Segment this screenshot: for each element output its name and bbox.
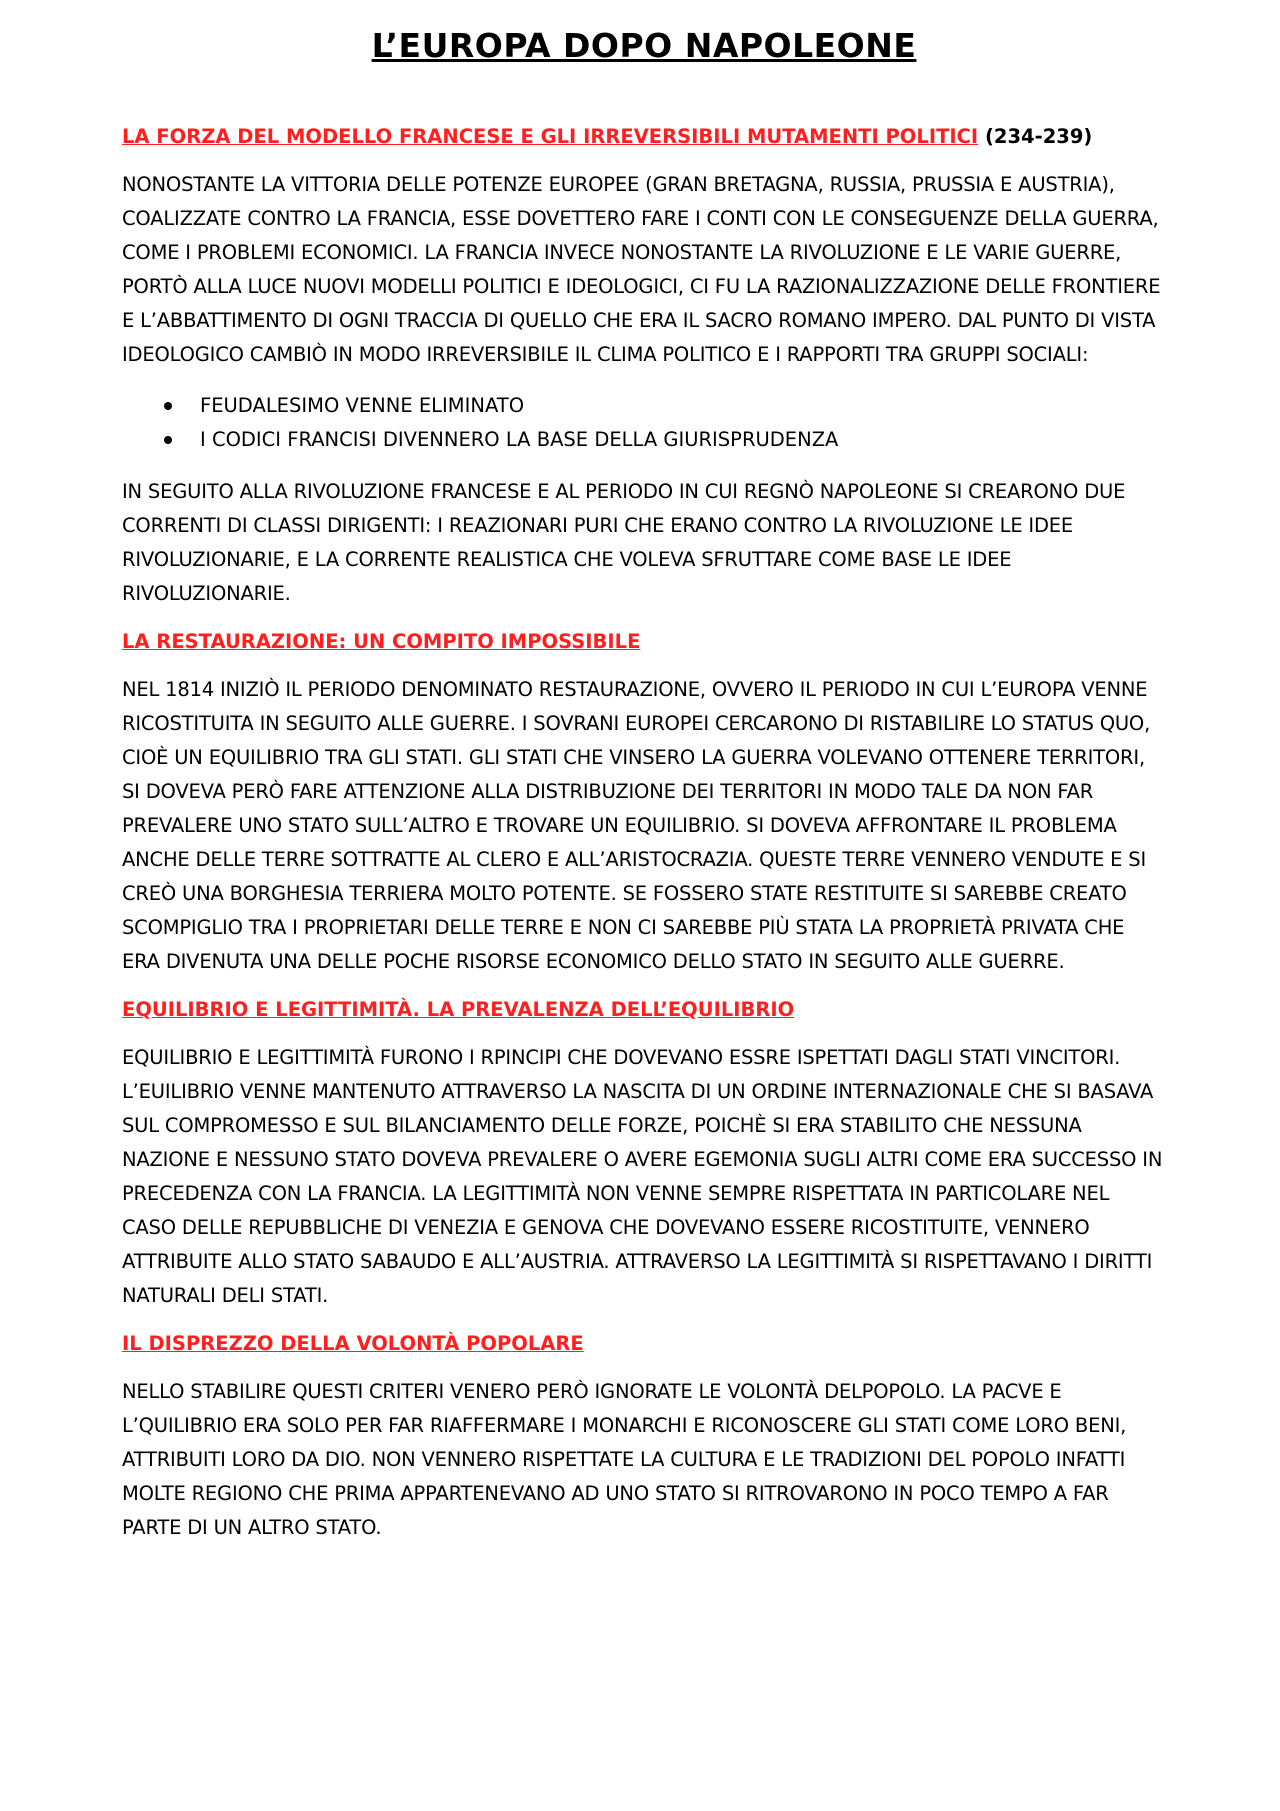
section-paragraph: NONOSTANTE LA VITTORIA DELLE POTENZE EUROPEE (GRAN BRETAGNA, RUSSIA, PRUSSIA E AUSTRIA), COALIZZATE CONTRO LA FRANCIA, ESSE DOVETTERO FARE I CONTI CON LE CONSEGUENZE DELLA GUERRA, COME I PROBLEMI ECONOMICI. LA FRANCIA INVECE NONOSTANTE LA RIVOLUZIONE E LE VARIE GUERRE, PORTÒ ALLA LUCE NUOVI MODELLI POLITICI E IDEOLOGICI, CI FU LA RAZIONALIZZAZIONE DELLE FRONTIERE E L’ABBATTIMENTO DI OGNI TRACCIA DI QUELLO CHE ERA IL SACRO ROMANO IMPERO. DAL PUNTO DI VISTA IDEOLOGICO CAMBIÒ IN MODO IRREVERSIBILE IL CLIMA POLITICO E I RAPPORTI TRA GRUPPI SOCIALI:: [122, 173, 1161, 366]
bullet-icon: [164, 402, 172, 410]
list-item: [122, 389, 1166, 423]
section-heading-text: IL DISPREZZO DELLA VOLONTÀ POPOLARE: [122, 1332, 584, 1355]
section-paragraph: NELLO STABILIRE QUESTI CRITERI VENERO PERÒ IGNORATE LE VOLONTÀ DELPOPOLO. LA PACVE E L’QUILIBRIO ERA SOLO PER FAR RIAFFERMARE I MONARCHI E RICONOSCERE GLI STATI COME LORO BENI, ATTRIBUITI LORO DA DIO. NON VENNERO RISPETTATE LA CULTURA E LE TRADIZIONI DEL POPOLO INFATTI MOLTE REGIONO CHE PRIMA APPARTENEVANO AD UNO STATO SI RITROVARONO IN POCO TEMPO A FAR PARTE DI UN ALTRO STATO.: [122, 1380, 1127, 1539]
section-paragraph: IN SEGUITO ALLA RIVOLUZIONE FRANCESE E AL PERIODO IN CUI REGNÒ NAPOLEONE SI CREARONO DUE CORRENTI DI CLASSI DIRIGENTI: I REAZIONARI PURI CHE ERANO CONTRO LA RIVOLUZIONE LE IDEE RIVOLUZIONARIE, E LA CORRENTE REALISTICA CHE VOLEVA SFRUTTARE COME BASE LE IDEE RIVOLUZIONARIE.: [122, 480, 1126, 605]
section-heading-restaurazione: [122, 628, 1166, 656]
section-paragraph: EQUILIBRIO E LEGITTIMITÀ FURONO I RPINCIPI CHE DOVEVANO ESSRE ISPETTATI DAGLI STATI VINCITORI. L’EUILIBRIO VENNE MANTENUTO ATTRAVERSO LA NASCITA DI UN ORDINE INTERNAZIONALE CHE SI BASAVA SUL COMPROMESSO E SUL BILANCIAMENTO DELLE FORZE, POICHÈ SI ERA STABILITO CHE NESSUNA NAZIONE E NESSUNO STATO DOVEVA PREVALERE O AVERE EGEMONIA SUGLI ALTRI COME ERA SUCCESSO IN PRECEDENZA CON LA FRANCIA. LA LEGITTIMITÀ NON VENNE SEMPRE RISPETTATA IN PARTICOLARE NEL CASO DELLE REPUBBLICHE DI VENEZIA E GENOVA CHE DOVEVANO ESSERE RICOSTITUITE, VENNERO ATTRIBUITE ALLO STATO SABAUDO E ALL’AUSTRIA. ATTRAVERSO LA LEGITTIMITÀ SI RISPETTAVANO I DIRITTI NATURALI DELI STATI.: [122, 1046, 1163, 1307]
list-item-text: FEUDALESIMO VENNE ELIMINATO: [200, 394, 525, 417]
list-item: [122, 423, 1166, 457]
section-heading-forza-modello: [122, 123, 1166, 151]
section-heading-text: LA RESTAURAZIONE: UN COMPITO IMPOSSIBILE: [122, 630, 641, 653]
section-heading-equilibrio: [122, 996, 1166, 1024]
section-heading-disprezzo: [122, 1330, 1166, 1358]
document-title: L’EUROPA DOPO NAPOLEONE: [371, 26, 917, 65]
section-paragraph: NEL 1814 INIZIÒ IL PERIODO DENOMINATO RESTAURAZIONE, OVVERO IL PERIODO IN CUI L’EUROPA VENNE RICOSTITUITA IN SEGUITO ALLE GUERRE. I SOVRANI EUROPEI CERCARONO DI RISTABILIRE LO STATUS QUO, CIOÈ UN EQUILIBRIO TRA GLI STATI. GLI STATI CHE VINSERO LA GUERRA VOLEVANO OTTENERE TERRITORI, SI DOVEVA PERÒ FARE ATTENZIONE ALLA DISTRIBUZIONE DEI TERRITORI IN MODO TALE DA NON FAR PREVALERE UNO STATO SULL’ALTRO E TROVARE UN EQUILIBRIO. SI DOVEVA AFFRONTARE IL PROBLEMA ANCHE DELLE TERRE SOTTRATTE AL CLERO E ALL’ARISTOCRAZIA. QUESTE TERRE VENNERO VENDUTE E SI CREÒ UNA BORGHESIA TERRIERA MOLTO POTENTE. SE FOSSERO STATE RESTITUITE SI SAREBBE CREATO SCOMPIGLIO TRA I PROPRIETARI DELLE TERRE E NON CI SAREBBE PIÙ STATA LA PROPRIETÀ PRIVATA CHE ERA DIVENUTA UNA DELLE POCHE RISORSE ECONOMICO DELLO STATO IN SEGUITO ALLE GUERRE.: [122, 678, 1151, 973]
bullet-icon: [164, 436, 172, 444]
list-item-text: I CODICI FRANCISI DIVENNERO LA BASE DELLA GIURISPRUDENZA: [200, 428, 839, 451]
section-heading-text: LA FORZA DEL MODELLO FRANCESE E GLI IRREVERSIBILI MUTAMENTI POLITICI: [122, 125, 979, 148]
section-heading-pages: (234-239): [978, 125, 1093, 148]
section-heading-text: EQUILIBRIO E LEGITTIMITÀ. LA PREVALENZA DELL’EQUILIBRIO: [122, 998, 795, 1021]
bullet-list: [122, 389, 1166, 457]
